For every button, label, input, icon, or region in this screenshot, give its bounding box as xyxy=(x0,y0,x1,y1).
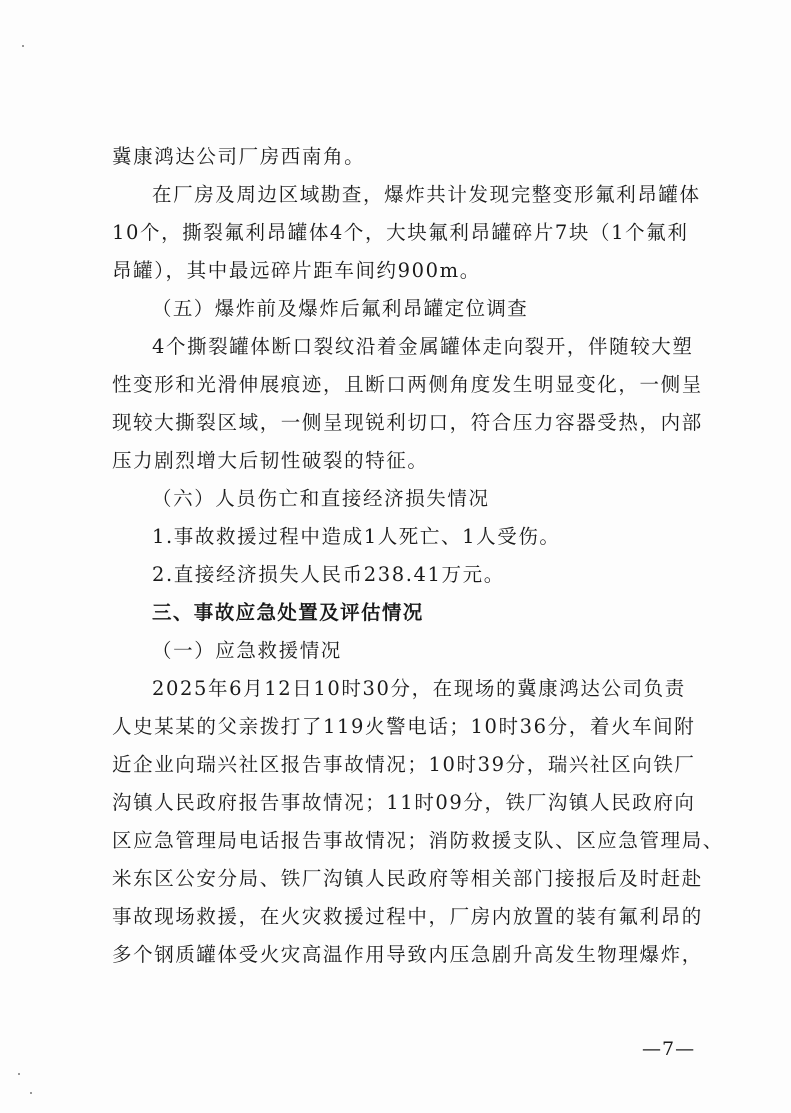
scan-speck xyxy=(22,45,24,47)
paragraph-line: 性变形和光滑伸展痕迹，且断口两侧角度发生明显变化，一侧呈 xyxy=(112,373,703,396)
scan-speck xyxy=(30,1092,32,1094)
paragraph-line: 在厂房及周边区域勘查，爆炸共计发现完整变形氟利昂罐体 xyxy=(152,183,701,206)
page-number: —7— xyxy=(642,1038,696,1060)
section-heading-5: （五）爆炸前及爆炸后氟利昂罐定位调查 xyxy=(152,297,529,320)
paragraph-line: 人史某某的父亲拨打了119火警电话；10时36分，着火车间附 xyxy=(112,715,696,738)
chapter-heading: 三、事故应急处置及评估情况 xyxy=(152,601,424,624)
paragraph-line: 10个，撕裂氟利昂罐体4个，大块氟利昂罐碎片7块（1个氟利 xyxy=(112,221,689,244)
paragraph-line: 事故现场救援，在火灾救援过程中，厂房内放置的装有氟利昂的 xyxy=(112,905,703,928)
list-item: 1.事故救援过程中造成1人死亡、1人受伤。 xyxy=(152,525,561,548)
scan-speck xyxy=(18,1073,20,1075)
paragraph-line: 昂罐），其中最远碎片距车间约900m。 xyxy=(112,259,481,282)
paragraph-line: 4个撕裂罐体断口裂纹沿着金属罐体走向裂开，伴随较大塑 xyxy=(152,335,694,358)
paragraph-line: 近企业向瑞兴社区报告事故情况；10时39分，瑞兴社区向铁厂 xyxy=(112,753,696,776)
paragraph-line: 多个钢质罐体受火灾高温作用导致内压急剧升高发生物理爆炸， xyxy=(112,943,703,966)
paragraph-line: 冀康鸿达公司厂房西南角。 xyxy=(112,145,366,168)
paragraph-line: 现较大撕裂区域，一侧呈现锐利切口，符合压力容器受热，内部 xyxy=(112,411,703,434)
list-item: 2.直接经济损失人民币238.41万元。 xyxy=(152,563,505,586)
section-heading-6: （六）人员伤亡和直接经济损失情况 xyxy=(152,487,490,510)
section-heading-1: （一）应急救援情况 xyxy=(152,639,342,662)
paragraph-line: 区应急管理局电话报告事故情况；消防救援支队、区应急管理局、 xyxy=(112,829,724,852)
paragraph-line: 2025年6月12日10时30分，在现场的冀康鸿达公司负责 xyxy=(152,677,686,700)
paragraph-line: 沟镇人民政府报告事故情况；11时09分，铁厂沟镇人民政府向 xyxy=(112,791,696,814)
paragraph-line: 米东区公安分局、铁厂沟镇人民政府等相关部门接报后及时赶赴 xyxy=(112,867,703,890)
paragraph-line: 压力剧烈增大后韧性破裂的特征。 xyxy=(112,449,429,472)
